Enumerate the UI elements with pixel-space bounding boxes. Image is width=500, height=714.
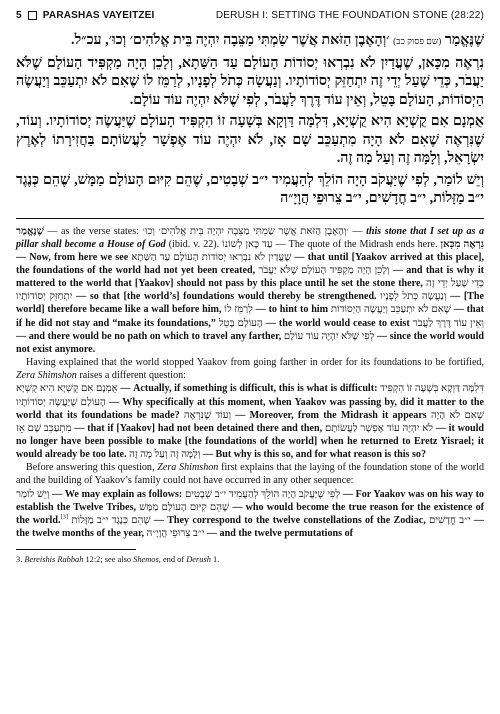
text-run: raises a different question: <box>76 370 186 382</box>
text-run: — since the world would not exist anymore. <box>16 330 484 355</box>
text-run: — that if [Yaakov] had not been detained there and then, <box>71 422 325 434</box>
footnote-divider <box>16 549 136 550</box>
hebrew-phrase: ׳וְהָאֶבֶן הַזֹּאת אֲשֶׁר שַׂמְתִּי מַצֵּבָה יִהְיֶה בֵּית אֱלֹהִים׳ וְכוּ׳ <box>142 225 349 237</box>
parasha-title: PARASHAS VAYEITZEI <box>42 10 155 21</box>
hebrew-quote-rest: ׳וְהָאֶבֶן הַזֹּאת אֲשֶׁר שַׂמְתִּי מַצֵּבָה יִהְיֶה בֵּית אֱלֹהִים׳ וְכוּ׳, עכ״ל. <box>71 32 390 48</box>
hebrew-phrase: י״ב צֵרוּפֵי הֲוָיָ״ה <box>146 528 205 540</box>
footnote-ref-3[interactable]: [3] <box>60 513 69 521</box>
english-commentary <box>16 225 484 541</box>
commentary-paragraph-1 <box>16 225 484 357</box>
hebrew-paragraph-4: וְיֵשׁ לוֹמַר, לְפִי שֶׁיַּעֲקֹב הָיָה הוֹלֵךְ לְהַעֲמִיד י״ב שְׁבָטִים, שֶׁהֵם קִיּוּם הָעוֹלָם מַמָּשׁ, שֶׁהֵם כְּנֶגֶד י״ב מַזָּלוֹת, י״ב חֳדָשִׁים, י״ב צֵרוּפֵי הֲוָיָ״ה <box>16 171 484 206</box>
hebrew-phrase: וְלָמָּה זֶה וְעַל מָה זֶה <box>129 449 201 461</box>
page-number: 5 <box>16 10 22 21</box>
text-run: — the twelve months of the year, <box>16 514 484 540</box>
text-run: — Moreover, from the Midrash it appears <box>231 409 431 421</box>
text-run: — that until [Yaakov arrived at this place], the foundations of the world had not yet been created, <box>16 251 485 276</box>
text-run: — For Yaakov was on his way to establish the Twelve Tribes, <box>16 488 484 513</box>
text-run: — so that [the world’s] foundations would thereby be strengthened. <box>72 291 381 303</box>
commentary-paragraph-2 <box>16 356 484 461</box>
footnote-number: 3. <box>16 555 25 565</box>
hebrew-phrase: נִרְאֶה מִכָּאן <box>440 238 485 250</box>
text-run: — We may explain as follows: <box>49 488 185 500</box>
square-ornament-icon <box>28 11 37 20</box>
hebrew-quote-lead: שֶׁנֶּאֱמַר <box>444 32 484 48</box>
running-header <box>16 10 484 21</box>
text-run: — Now, from here we see <box>16 251 132 263</box>
text-run: first explains that the laying of the foundation stone of the world and the building of Yaakov’s family could not have occurred in any other sequence: <box>16 462 484 487</box>
hebrew-phrase: שֶׁאִם לֹא יִתְעַכֵּב וְיַעֲשֶׂה הַיְסוֹדוֹת <box>330 304 451 316</box>
text-run: — [The world] therefore became like a wall before him, <box>16 291 485 316</box>
commentary-paragraph-3 <box>16 461 484 540</box>
text-run: — and there would be no path on which to travel any farther, <box>16 330 284 342</box>
text-run: — it would no longer have been possible to make [the foundations of the world] when he returned to Eretz Yisrael; it would already be too late. <box>16 422 485 461</box>
hebrew-phrase: לְפִי שֶׁיַּעֲקֹב הָיָה הוֹלֵךְ לְהַעֲמִיד י״ב שְׁבָטִים <box>184 488 341 500</box>
hebrew-phrase: הָעוֹלָם בָּטֵל <box>218 317 263 329</box>
text-run: — But why is this so, and for what reason is this so? <box>200 449 426 461</box>
text-run: 12:2; see also <box>83 555 134 565</box>
footnote-3 <box>16 554 484 565</box>
hebrew-phrase: לֹא יִהְיֶה עוֹד אֶפְשָׁר לַעֲשׂוֹתָם <box>324 422 434 434</box>
hebrew-phrase: אֻמְנָם אִם קֻשְׁיָא הִיא קֻשְׁיָא <box>16 383 118 395</box>
hebrew-phrase: כְּדֵי שֶׁעַל יְדֵי זֶה יִתְחַזֵּק יְסוֹדוֹתָיו <box>16 278 484 303</box>
text-run: — that if he did not stay and “make its foundations,” <box>16 304 484 329</box>
hebrew-phrase: וְלָכֵן הָיָה מַקְפִּיד הָעוֹלָם שֶׁלֹּא יַעֲבֹר <box>258 264 390 276</box>
hebrew-paragraph-3: אֻמְנָם אִם קֻשְׁיָא הִיא קֻשְׁיָא, דִּלְמָּה דַּוְקָא בְּשָׁעָה זוֹ הִקְפִּיד הָעוֹלָם שֶׁיַּעֲשֶׂה יְסוֹדוֹתָיו. וְעוֹד, שֶׁנִּרְאֶה שֶׁאִם לֹא הָיָה מִתְעַכֵּב שָׁם אָז, לֹא יִהְיֶה עוֹד אֶפְשָׁר לַעֲשׂוֹתָם בַּחֲזִירָתוֹ לְאֶרֶץ יִשְׂרָאֵל, וְלָמָּה זֶה וְעַל מָה זֶה. <box>16 113 484 166</box>
text-run: — and that is why it mattered to the world that [Yaakov] should not pass by this place until he set the stone there, <box>16 264 484 290</box>
hebrew-phrase: שֶׁעֲדַיִן לֹא נִבְרְאוּ יְסוֹדוֹת הָעוֹלָם עַד הַשַּׁתָא <box>131 251 292 263</box>
hebrew-phrase: שֶׁנֶּאֱמַר <box>16 225 44 237</box>
text-run: — Why specifically at this moment, when Yaakov was passing by, did it matter to the world that its foundations be made? <box>16 396 484 421</box>
text-run: — the world would cease to exist <box>262 317 413 329</box>
text-run: — Actually, if something is difficult, this is what is difficult: <box>117 383 381 395</box>
text-run: Having explained that the world stopped Yaakov from going farther in order for its foundations to be fortified, <box>26 357 484 369</box>
hebrew-verse-source: (שם פסוק כב) <box>393 36 442 46</box>
header-left <box>16 10 155 21</box>
verse-translation: this stone that I set up as a pillar shall become a House of God <box>16 225 485 250</box>
text-run: 1. <box>210 555 220 565</box>
hebrew-phrase: וְאֵין עוֹד דֶּרֶךְ לַעֲבֹר <box>412 317 484 329</box>
footnote-source: Bereishis Rabbah <box>24 555 84 565</box>
text-run: — The quote of the Midrash ends here. <box>272 238 441 250</box>
text-run: — They correspond to the twelve constellations of the Zodiac, <box>150 514 430 526</box>
text-run: , end of <box>158 555 187 565</box>
footnote-source: Derush <box>186 555 211 565</box>
hebrew-phrase: שֶׁהֵם קִיּוּם הָעוֹלָם מַמָּשׁ <box>139 501 230 513</box>
author-name: Zera Shimshon <box>157 462 219 474</box>
hebrew-phrase: וְעוֹד שֶׁנִּרְאֶה <box>183 409 232 421</box>
hebrew-phrase: וְנַעֲשָׂה כְּתֹל לְפָנָיו <box>380 291 447 303</box>
hebrew-phrase: וְיֵשׁ לוֹמַר <box>16 488 50 500</box>
hebrew-phrase: שֶׁאִם לֹא הָיָה מִתְעַכֵּב שָׁם אָז <box>16 409 484 434</box>
text-run: — who would become the true reason for the existence of the world. <box>16 501 484 526</box>
hebrew-phrase: שֶׁהֵם כְּנֶגֶד י״ב מַזָּלוֹת <box>71 514 151 526</box>
footnote-source: Shemos <box>133 555 159 565</box>
section-title: DERUSH I: SETTING THE FOUNDATION STONE (28:22) <box>215 10 484 21</box>
text-run: (ibid. v. 22). <box>165 238 223 250</box>
text-run: — as the verse states: <box>43 225 143 237</box>
hebrew-phrase: י״ב חֳדָשִׁים <box>429 514 471 526</box>
text-run: — <box>348 225 367 237</box>
hebrew-paragraph-2: נִרְאֶה מִכָּאן, שֶׁעֲדַיִן לֹא נִבְרְאוּ יְסוֹדוֹת הָעוֹלָם עַד הַשַּׁתָא, וְלָכֵן הָיָה מַקְפִּיד הָעוֹלָם שֶׁלֹּא יַעֲבֹר, כְּדֵי שֶׁעַל יְדֵי זֶה יִתְחַזֵּק יְסוֹדוֹתָיו. וְנַעֲשָׂה כְּתֹל לְפָנָיו, לְרַמֵּז לוֹ שֶׁאִם לֹא יִתְעַכֵּב וְיַעֲשֶׂה הַיְסוֹדוֹת, הָעוֹלָם בָּטֵל, וְאֵין עוֹד דֶּרֶךְ לַעֲבֹר, לְפִי שֶׁלֹּא יִהְיֶה עוֹד עוֹלָם. <box>16 54 484 108</box>
text-run: — to hint to him <box>252 304 331 316</box>
hebrew-phrase: לְפִי שֶׁלֹּא יִהְיֶה עוֹד עוֹלָם <box>283 330 375 342</box>
author-name: Zera Shimshon <box>16 370 77 382</box>
hebrew-phrase: לְרַמֵּז לוֹ <box>224 304 253 316</box>
hebrew-paragraph-1 <box>16 31 484 51</box>
hebrew-phrase: דִּלְמָּה דַּוְקָא בְּשָׁעָה זוֹ הִקְפִּיד הָעוֹלָם שֶׁיַּעֲשֶׂה יְסוֹדוֹתָיו <box>16 383 484 408</box>
hebrew-phrase: עַד כָּאן לְשׁוֹנוֹ <box>222 238 273 250</box>
section-divider <box>16 218 484 219</box>
text-run: — and the twelve permutations of <box>204 528 353 540</box>
hebrew-source-text <box>16 31 484 208</box>
text-run: Before answering this question, <box>26 462 158 474</box>
